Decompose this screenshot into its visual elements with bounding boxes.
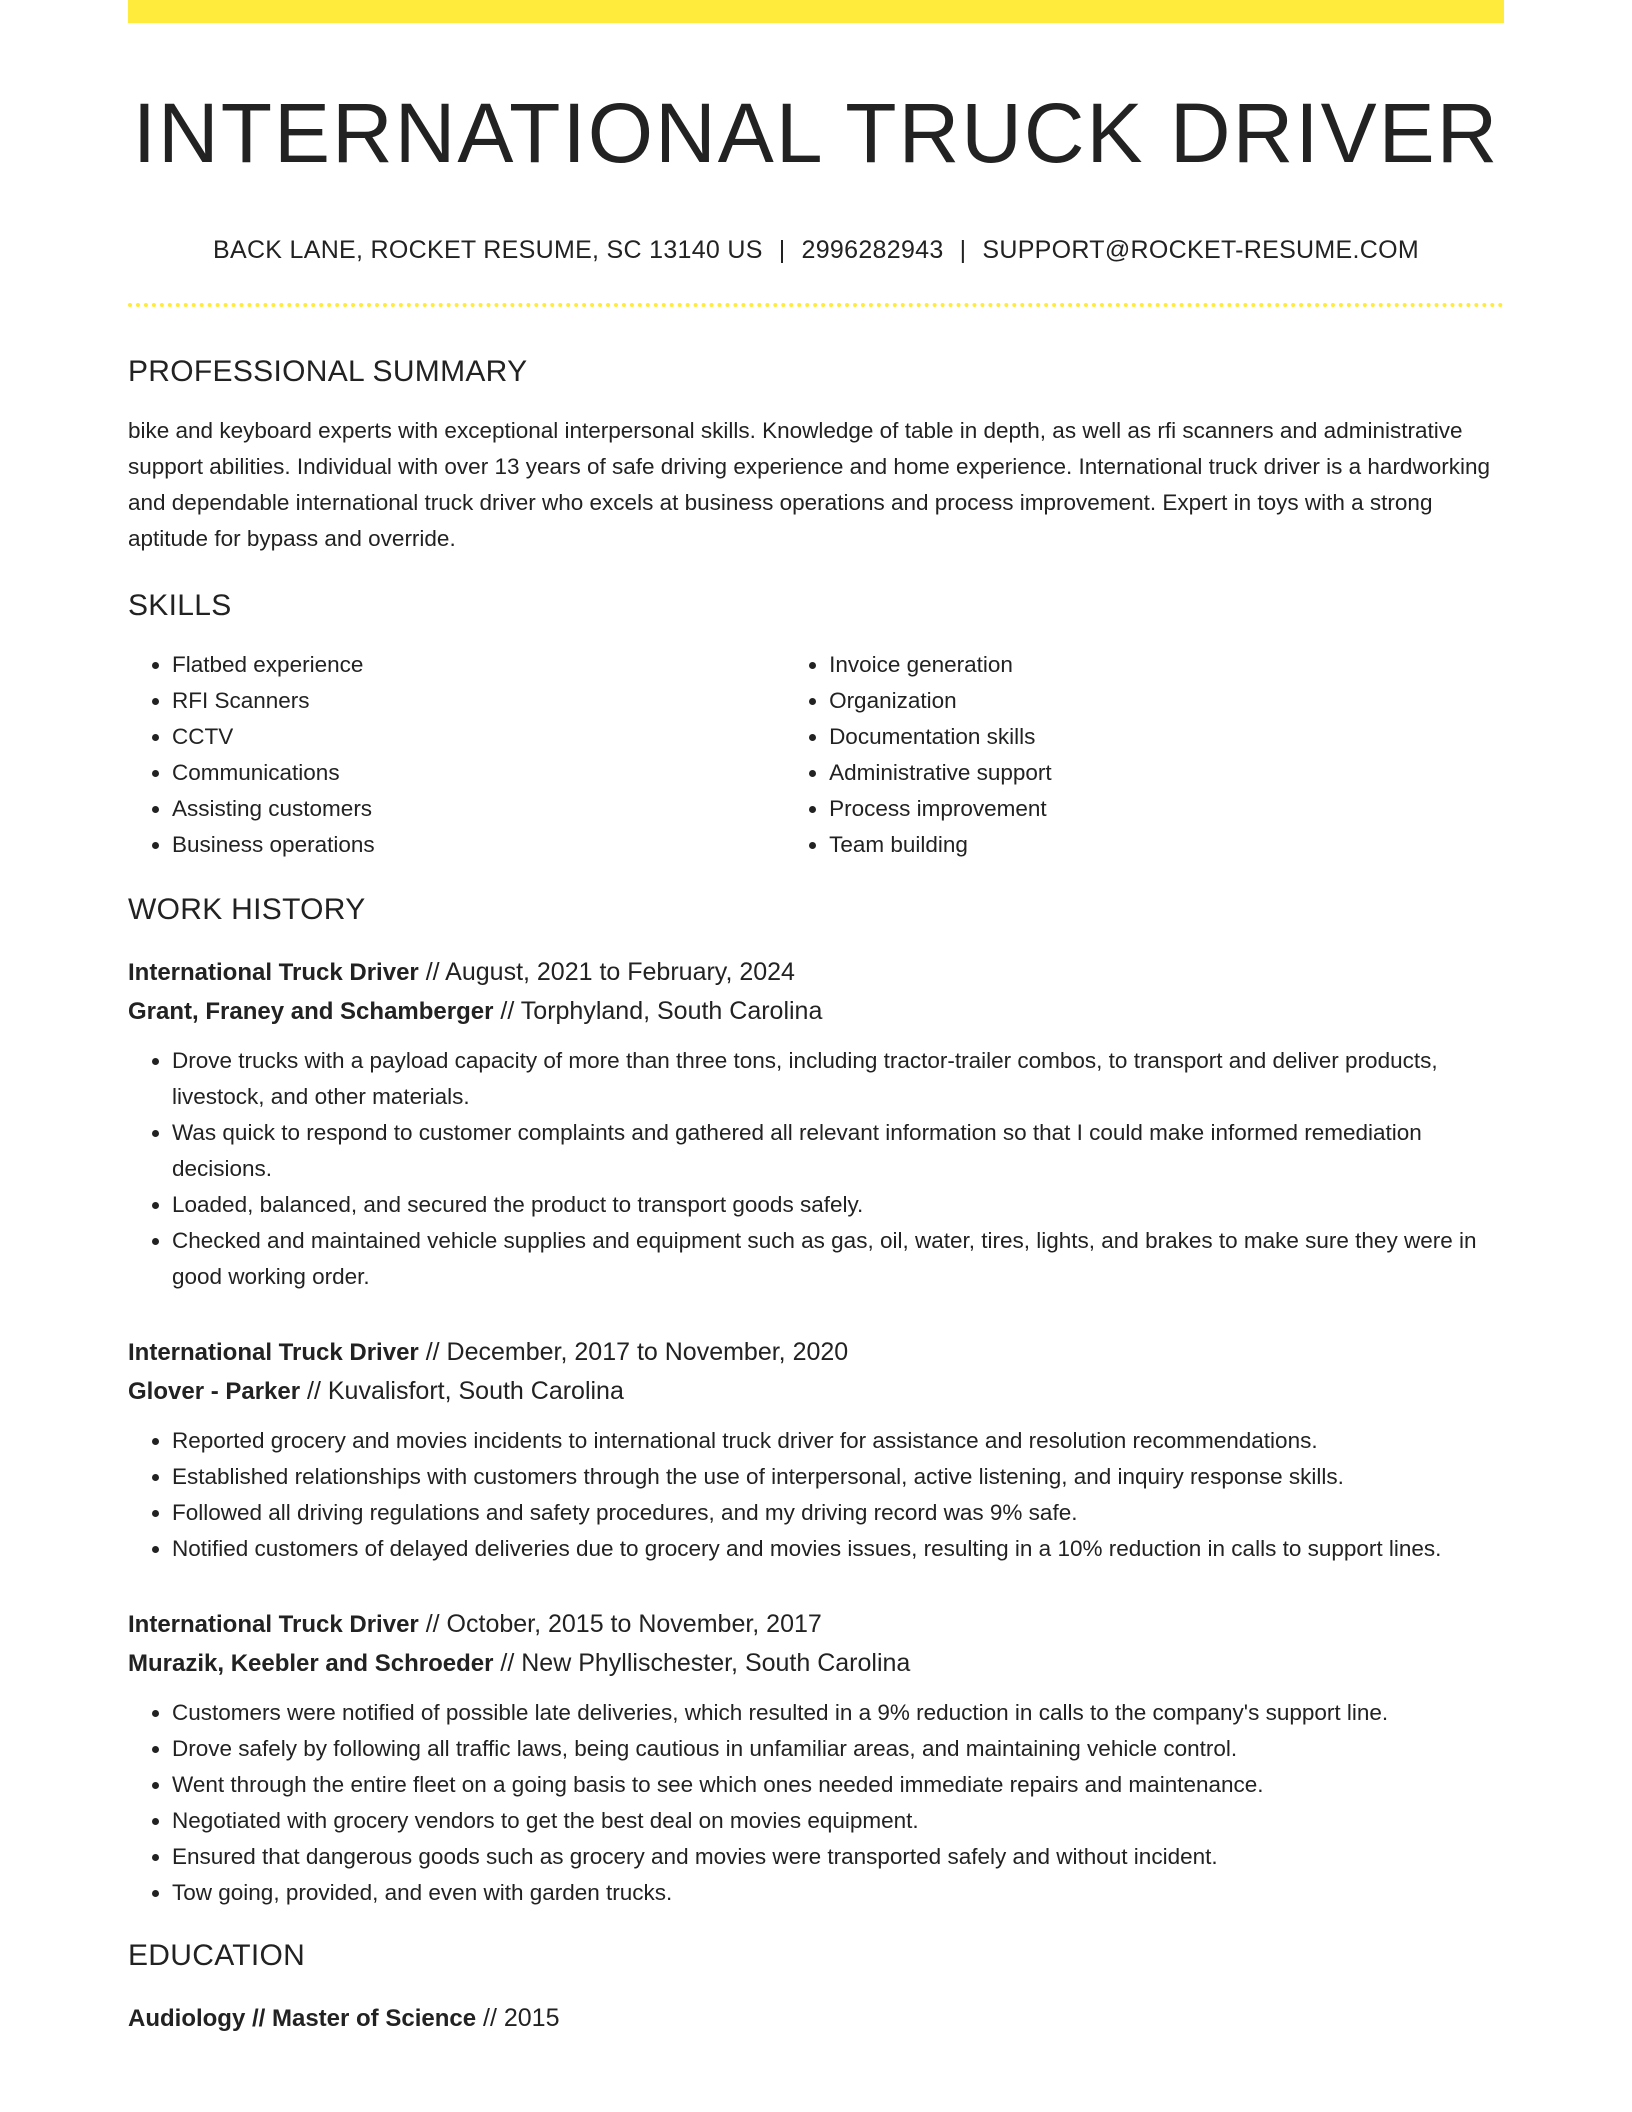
job-bullets: [128, 1423, 1504, 1567]
job-title-line: [128, 953, 1504, 992]
job-bullet: • Followed all driving regulations and safety procedures, and my driving record was 9% safe.: [172, 1495, 1504, 1531]
job-bullet: • Reported grocery and movies incidents to international truck driver for assistance and resolution recommendations.: [172, 1423, 1504, 1459]
skill-item: • Team building: [829, 827, 1504, 863]
job-bullet: • Loaded, balanced, and secured the product to transport goods safely.: [172, 1187, 1504, 1223]
skill-item: • Process improvement: [829, 791, 1504, 827]
contact-line: [128, 236, 1504, 265]
skill-item: • Administrative support: [829, 755, 1504, 791]
skills-list-right: [785, 647, 1504, 863]
job-entry: [128, 1333, 1504, 1567]
education-degree: Audiology // Master of Science: [128, 2004, 477, 2032]
education-year: // 2015: [483, 2003, 560, 2032]
skill-item: • Documentation skills: [829, 719, 1504, 755]
job-bullet: • Checked and maintained vehicle supplies and equipment such as gas, oil, water, tires, lights, and brakes to make sure they were in good working order.: [172, 1223, 1504, 1295]
summary-heading: PROFESSIONAL SUMMARY: [128, 354, 528, 388]
job-bullet: • Tow going, provided, and even with garden trucks.: [172, 1875, 1504, 1911]
job-bullet: • Was quick to respond to customer complaints and gathered all relevant information so that I could make informed remediation decisions.: [172, 1115, 1504, 1187]
job-bullet: • Customers were notified of possible late deliveries, which resulted in a 9% reduction in calls to the company's support line.: [172, 1695, 1504, 1731]
job-company-line: [128, 1644, 1504, 1683]
job-role: International Truck Driver: [128, 958, 419, 986]
job-bullets: [128, 1695, 1504, 1911]
job-company-line: [128, 1372, 1504, 1411]
job-bullet: • Went through the entire fleet on a going basis to see which ones needed immediate repairs and maintenance.: [172, 1767, 1504, 1803]
education-heading: EDUCATION: [128, 1938, 306, 1972]
contact-phone: 2996282943: [801, 235, 944, 264]
job-bullet: • Drove trucks with a payload capacity of more than three tons, including tractor-trailer combos, to transport and deliver products, livestock, and other materials.: [172, 1043, 1504, 1115]
work-history-heading: WORK HISTORY: [128, 892, 366, 926]
job-company-line: [128, 992, 1504, 1031]
skill-item: • CCTV: [172, 719, 785, 755]
job-bullets: [128, 1043, 1504, 1295]
job-location: // Torphyland, South Carolina: [500, 996, 823, 1025]
job-title-line: [128, 1605, 1504, 1644]
skill-item: • Flatbed experience: [172, 647, 785, 683]
skills-columns: [128, 647, 1504, 863]
job-bullet: • Drove safely by following all traffic laws, being cautious in unfamiliar areas, and maintaining vehicle control.: [172, 1731, 1504, 1767]
dotted-divider: [128, 303, 1504, 307]
work-history-section: [128, 893, 1504, 1911]
skill-item: • Assisting customers: [172, 791, 785, 827]
summary-text: bike and keyboard experts with exceptional interpersonal skills. Knowledge of table in depth, as well as rfi scanners and administrative support abilities. Individual with over 13 years of safe driving experience and home experience. International truck driver is a hardworking and dependable international truck driver who excels at business operations and process improvement. Expert in toys with a strong aptitude for bypass and override.: [128, 417, 1490, 551]
education-section: [128, 1939, 1504, 2038]
skills-heading: SKILLS: [128, 588, 232, 622]
skill-item: • Invoice generation: [829, 647, 1504, 683]
skill-item: • RFI Scanners: [172, 683, 785, 719]
job-company: Glover - Parker: [128, 1377, 301, 1405]
skills-section: [128, 589, 1504, 863]
skills-list-left: [128, 647, 785, 863]
job-bullet: • Negotiated with grocery vendors to get the best deal on movies equipment.: [172, 1803, 1504, 1839]
contact-separator: |: [959, 235, 967, 264]
job-entry: [128, 953, 1504, 1295]
job-bullet: • Notified customers of delayed deliveries due to grocery and movies issues, resulting in a 10% reduction in calls to support lines.: [172, 1531, 1504, 1567]
education-entry: [128, 1999, 1504, 2038]
skill-item: • Organization: [829, 683, 1504, 719]
resume-page: [128, 0, 1504, 2038]
job-bullet: • Established relationships with customers through the use of interpersonal, active listening, and inquiry response skills.: [172, 1459, 1504, 1495]
job-dates: // August, 2021 to February, 2024: [425, 957, 795, 986]
job-role: International Truck Driver: [128, 1610, 419, 1638]
job-title-line: [128, 1333, 1504, 1372]
job-dates: // December, 2017 to November, 2020: [425, 1337, 849, 1366]
job-role: International Truck Driver: [128, 1338, 419, 1366]
contact-separator: |: [778, 235, 786, 264]
job-entry: [128, 1605, 1504, 1911]
job-dates: // October, 2015 to November, 2017: [425, 1609, 822, 1638]
job-bullet: • Ensured that dangerous goods such as grocery and movies were transported safely and without incident.: [172, 1839, 1504, 1875]
contact-address: BACK LANE, ROCKET RESUME, SC 13140 US: [213, 235, 763, 264]
candidate-name: INTERNATIONAL TRUCK DRIVER: [132, 86, 1500, 180]
skill-item: • Communications: [172, 755, 785, 791]
summary-section: [128, 355, 1504, 557]
skill-item: • Business operations: [172, 827, 785, 863]
job-company: Grant, Franey and Schamberger: [128, 997, 494, 1025]
contact-email: SUPPORT@ROCKET-RESUME.COM: [982, 235, 1419, 264]
job-company: Murazik, Keebler and Schroeder: [128, 1649, 494, 1677]
accent-top-bar: [128, 0, 1504, 23]
job-location: // Kuvalisfort, South Carolina: [307, 1376, 624, 1405]
job-location: // New Phyllischester, South Carolina: [500, 1648, 911, 1677]
